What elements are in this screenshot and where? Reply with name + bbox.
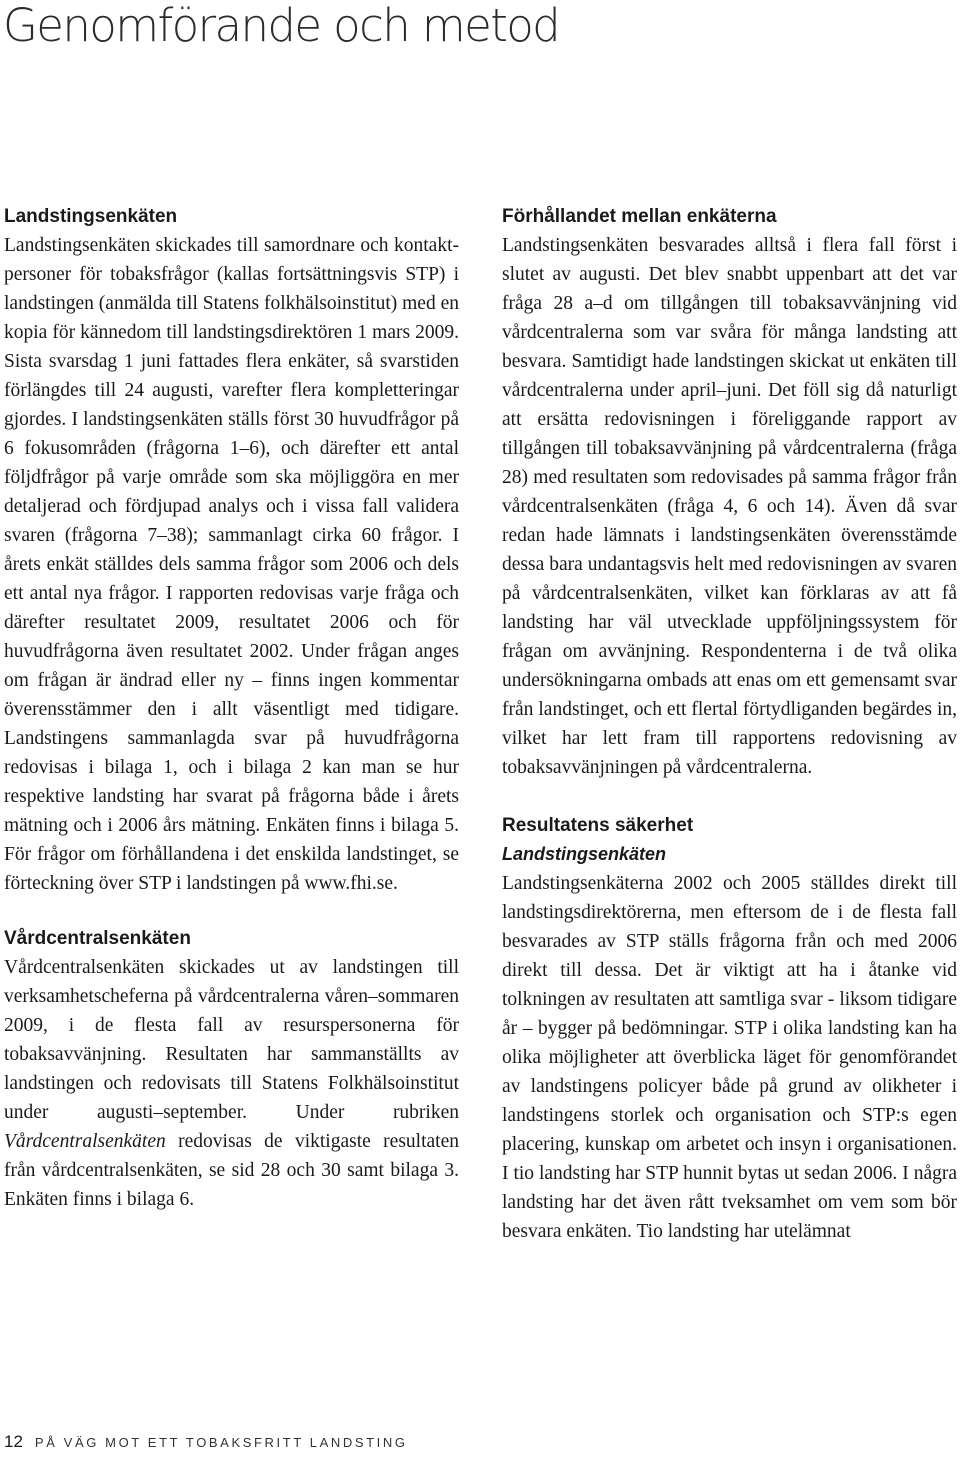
italic-rubric: Vårdcentralsenkäten — [4, 1131, 166, 1152]
section-heading-forhallandet: Förhållandet mellan enkäterna — [502, 206, 777, 227]
paragraph-resultatens-sakerhet: Landstingsenkäterna 2002 och 2005 ställdes direkt till landstingsdirektörerna, men eftersom de i de flesta fall besvarades av STP ställs frågorna från och med 2006 direkt till dessa. Det är viktigt att ha i åtanke vid tolkningen av resultaten att samtliga svar - liksom tidigare år – bygger på bedömningar. STP i olika landsting kan ha olika möjligheter att överblicka läget för genomförandet av landstingens policyer både på grund av olikheter i landstingens storlek och organisation och STP:s egen placering, kunskap om arbetet och insyn i organisationen. I tio landsting har STP hunnit bytas ut sedan 2006. I några landsting har det även rått tveksamhet om vem som bör besvara enkäten. Tio landsting har utelämnat — [502, 873, 957, 1242]
subheading-landstingsenkaten: Landstingsenkäten — [502, 844, 667, 864]
paragraph-landstingsenkaten: Landstingsenkäten skickades till samordnare och kontaktpersoner för tobaksfrågor (kallas fortsättningsvis STP) i landstingen (anmälda till Statens folkhälsoinstitut) med en kopia för kännedom till landstingsdirektören 1 mars 2009. Sista svarsdag 1 juni fattades flera enkäter, så svarstiden förlängdes till 24 augusti, varefter flera kompletteringar gjordes. I landstingsenkäten ställs först 30 huvudfrågor på 6 fokusområden (frågorna 1–6), och därefter ett antal följdfrågor på varje område som ska möjliggöra en mer detaljerad och fördjupad analys och i vissa fall validera svaren (frågorna 7–38); sammanlagt cirka 60 frågor. I årets enkät ställdes dels samma frågor som 2006 och dels ett antal nya frågor. I rapporten redovisas varje fråga och därefter resultatet 2009, resultatet 2006 och för huvudfrågorna även resultatet 2002. Under frågan anges om frågan är ändrad eller ny – finns ingen kommentar överensstämmer den i allt väsentligt med tidigare. Landstingens sammanlagda svar på huvudfrågorna redovisas i bilaga 1, och i bilaga 2 kan man se hur respektive landsting har svarat på frågorna både i årets mätning och i 2006 års mätning. Enkäten finns i bilaga 5. För frågor om förhållandena i det enskilda landstinget, se förteckning över STP i landstingen på www.fhi.se. — [4, 235, 459, 894]
paragraph-text-part: Vårdcentralsenkäten skickades ut av landstingen till verksamhetscheferna på vårdcentralerna våren–sommaren 2009, i de flesta fall av resurspersonerna för tobaksavvänjning. Resultaten har sammanställts av landstingen och redovisats till Statens Folkhälsoinstitut under augusti–september. Under rubriken — [4, 957, 459, 1123]
paragraph-forhallandet: Landstingsenkäten besvarades alltså i flera fall först i slutet av augusti. Det blev snabbt uppenbart att det var fråga 28 a–d om tillgången till tobaksavvänjning vid vårdcentralerna som var svåra för många landsting att besvara. Samtidigt hade landstingen skickat ut enkäten till vårdcentralerna under april–juni. Det föll sig då naturligt att ersätta redovisningen i föreliggande rapport av tillgången till tobaksavvänjning på vårdcentralerna (fråga 28) med resultaten som redovisades på samma frågor från vårdcentralsenkäten (fråga 4, 6 och 14). Även då svar redan hade lämnats i landstingsenkäten överensstämde dessa bara undantagsvis helt med redovisningen av svaren på vårdcentralsenkäten, vilket kan förklaras av att få landsting har väl utvecklade uppföljningssystem för frågan om avvänjning. Respondenterna i de två olika undersökningarna ombads att enas om ett gemensamt svar från landstinget, och ett flertal förtydliganden begärdes in, vilket har lett fram till rapportens redovisning av tobaksavvänjningen på vårdcentralerna. — [502, 235, 957, 778]
paragraph-vardcentralsenkaten — [4, 953, 459, 1214]
page-footer — [4, 1432, 408, 1452]
right-column — [502, 202, 957, 1246]
section-heading-landstingsenkaten: Landstingsenkäten — [4, 206, 178, 227]
paragraph-text-part: redovisas de viktigaste resultaten från vårdcentralsenkäten, se sid 28 och 30 samt bilaga 3. Enkäten finns i bilaga 6. — [4, 1131, 459, 1210]
section-heading-vardcentralsenkaten: Vårdcentralsenkäten — [4, 928, 191, 949]
spacer — [502, 782, 957, 811]
left-column — [4, 202, 459, 1214]
page-title: Genomförande och metod — [3, 0, 560, 52]
section-heading-resultatens-sakerhet: Resultatens säkerhet — [502, 815, 694, 836]
page-number: 12 — [4, 1432, 23, 1451]
spacer — [4, 898, 459, 924]
running-title: PÅ VÄG MOT ETT TOBAKSFRITT LANDSTING — [34, 1435, 408, 1450]
